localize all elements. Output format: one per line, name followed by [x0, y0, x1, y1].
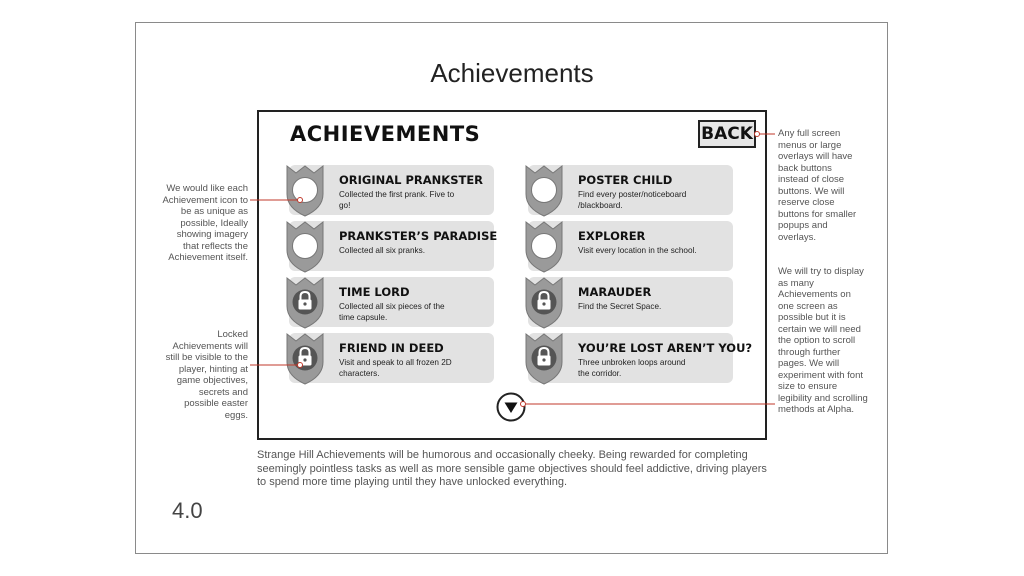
- achievement-card-locked[interactable]: [289, 333, 494, 383]
- achievement-card-locked[interactable]: [289, 277, 494, 327]
- achievement-name: EXPLORER: [578, 229, 646, 243]
- achievement-name: POSTER CHILD: [578, 173, 673, 187]
- achievement-name: FRIEND IN DEED: [339, 341, 444, 355]
- achievement-description: Find the Secret Space.: [578, 302, 662, 311]
- note-icons: We would like each Achievement icon to be as unique as possible, Ideally showing imagery that reflects the Achievement itself.: [162, 183, 248, 263]
- achievement-card-locked[interactable]: [528, 277, 733, 327]
- achievements-screen: [257, 110, 767, 440]
- achievement-name: MARAUDER: [578, 285, 652, 299]
- achievement-card[interactable]: [528, 221, 733, 271]
- page-number: 4.0: [172, 498, 203, 523]
- achievement-description: Visit and speak to all frozen 2D characters.: [339, 358, 452, 378]
- achievement-description: Collected all six pranks.: [339, 246, 426, 255]
- achievements-heading: ACHIEVEMENTS: [290, 122, 481, 146]
- achievement-name: YOU’RE LOST AREN’T YOU?: [578, 341, 753, 355]
- achievement-description: Collected all six pieces of the time capsule.: [339, 302, 445, 322]
- achievement-description: Visit every location in the school.: [578, 246, 697, 255]
- padlock-icon: [522, 274, 566, 330]
- achievement-description: Collected the first prank. Five to go!: [339, 190, 455, 210]
- achievement-card[interactable]: [289, 165, 494, 215]
- achievement-name: PRANKSTER’S PARADISE: [339, 229, 498, 243]
- padlock-icon: [283, 330, 327, 386]
- padlock-icon: [283, 274, 327, 330]
- achievement-name: TIME LORD: [339, 285, 410, 299]
- achievement-description: Three unbroken loops around the corridor.: [578, 358, 686, 378]
- empty-badge-icon: [522, 218, 566, 274]
- achievement-card[interactable]: [289, 221, 498, 271]
- empty-badge-icon: [283, 162, 327, 218]
- achievement-name: ORIGINAL PRANKSTER: [339, 173, 484, 187]
- padlock-icon: [522, 330, 566, 386]
- note-locked: Locked Achievements will still be visible to the player, hinting at game objectives, secrets and possible easter eggs.: [165, 329, 248, 421]
- achievement-description: Find every poster/noticeboard /blackboard.: [578, 190, 687, 210]
- achievement-card[interactable]: [528, 165, 733, 215]
- empty-badge-icon: [283, 218, 327, 274]
- page-title: Achievements: [430, 58, 594, 88]
- achievement-card-locked[interactable]: [528, 333, 753, 383]
- footer-text: Strange Hill Achievements will be humorous and occasionally cheeky. Being rewarded for completing seemingly pointless tasks as well as more sensible game objectives should feel addictive, driving players to spend more time playing until they have unlocked everything.: [257, 449, 767, 488]
- empty-badge-icon: [522, 162, 566, 218]
- note-back: Any full screen menus or large overlays will have back buttons instead of close buttons. We will reserve close buttons for smaller popups and overlays.: [778, 128, 857, 243]
- back-button[interactable]: BACK: [698, 120, 756, 148]
- scroll-down-icon[interactable]: [496, 392, 526, 422]
- note-scroll: We will try to display as many Achievements on one screen as possible but it is certain we will need the option to scroll through further pages. We will experiment with font size to ensure legibility and scrolling methods at Alpha.: [778, 266, 868, 415]
